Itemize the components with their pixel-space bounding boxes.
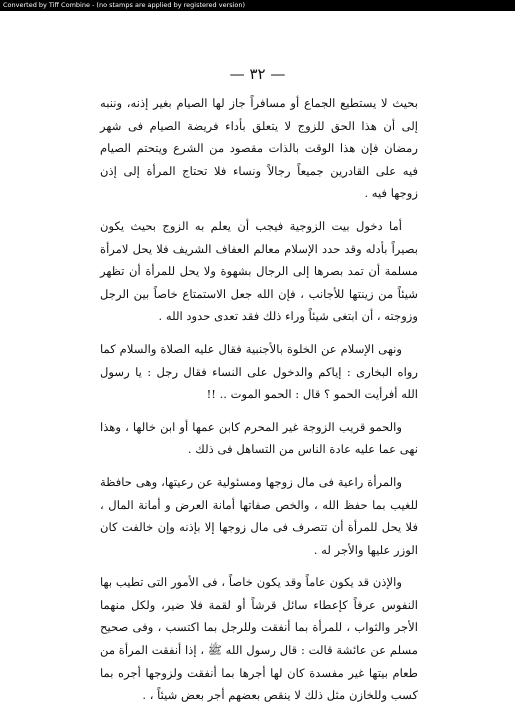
paragraph: والحمو قريب الزوجة غير المحرم كابن عمها أو ابن خالها ، وهذا نهى عما عليه عادة الناس من التساهل فى ذلك . bbox=[100, 419, 418, 457]
page-number: — ٣٢ — bbox=[229, 65, 286, 83]
paragraph: والمرأة راعية فى مال زوجها ومسئولية عن رعيتها، وهى حافظة للغيب بما حفظ الله ، والخص صفاتها أمانة العرض و أمانة المال ، فلا يحل للمرأة أن تتصرف فى مال زوجها إلا بإذنه وإن خالفت كان الوزر عليها والأجر له . bbox=[100, 474, 418, 557]
paragraph: بحيث لا يستطيع الجماع أو مسافراً جاز لها الصيام بغير إذنه، وننبه إلى أن هذا الحق للزوج لا يتعلق بأداء فريضة الصيام فى شهر رمضان فإن هذا الوقت بالذات مقصود من الشرع ويتحتم الصيام فيه على القادرين جميعاً رجالاً ونساء فلا تحتاج المرأة إلى إذن زوجها فيه . bbox=[100, 96, 418, 201]
page-body bbox=[100, 92, 418, 717]
converter-watermark: Converted by Tiff Combine - (no stamps are applied by registered version) bbox=[0, 0, 515, 11]
paragraph: والإذن قد يكون عاماً وقد يكون خاصاً ، فى الأمور التى تطيب بها النفوس عرفاً كإعطاء سائل قرشاً أو لقمة فلا ضير، ولكل منهما الأجر والثواب ، للمرأة بما أنفقت وللرجل بما اكتسب ، وفى صحيح مسلم عن عائشة قالت : قال رسول الله ﷺ ، إذا أنفقت المرأة من طعام بيتها غير مفسدة كان لها أجرها بما أنفقت ولزوجها أجره بما كسب وللخازن مثل ذلك لا ينقص بعضهم أجر بعض شيئاً ، . bbox=[100, 575, 418, 703]
paragraph: ونهى الإسلام عن الخلوة بالأجنبية فقال عليه الصلاة والسلام كما رواه البخارى : إياكم والدخول على النساء فقال رجل : يا رسول الله أفرأيت الحمو ؟ قال : الحمو الموت .. !! bbox=[100, 341, 418, 402]
paragraph: أما دخول بيت الزوجية فيجب أن يعلم به الزوج بحيث يكون بصيراً بأدله وقد حدد الإسلام معالم العفاف الشريف فلا يحل لامرأة مسلمة أن تمد بصرها إلى الرجال بشهوة ولا يحل للمرأة أن تظهر شيئاً من زينتها للأجانب ، فإن الله جعل الاستمتاع خاصاً بين الرجل وزوجته ، أن ابتغى شيئاً وراء ذلك فقد تعدى حدود الله . bbox=[100, 218, 418, 324]
